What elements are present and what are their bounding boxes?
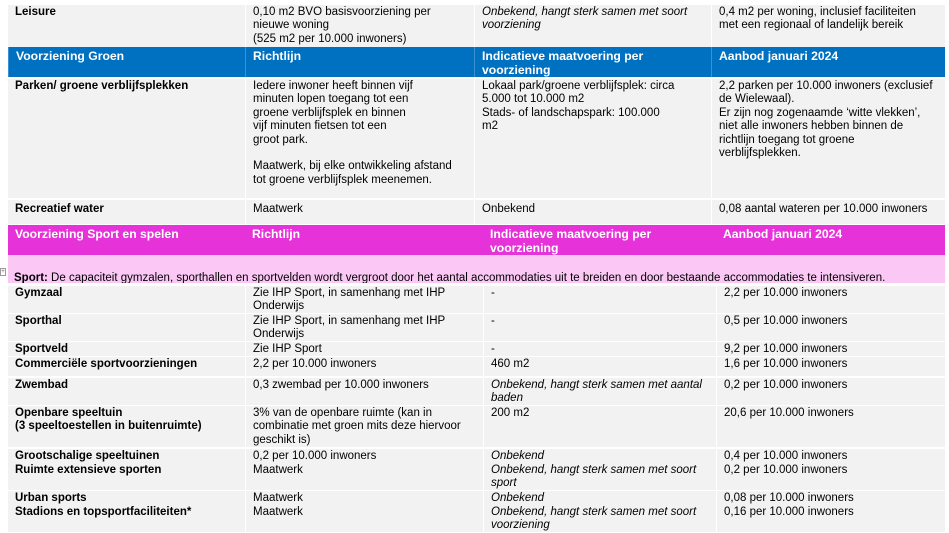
row-label: Zwembad	[15, 379, 69, 391]
table-row	[8, 505, 945, 532]
row-guideline: 0,10 m2 BVO basisvoorziening per nieuwe woning (525 m2 per 10.000 inwoners)	[245, 5, 474, 47]
row-supply: 20,6 per 10.000 inwoners	[716, 406, 945, 447]
row-measurement: Onbekend	[483, 449, 716, 463]
table-row	[8, 491, 945, 505]
row-measurement: Onbekend	[483, 491, 716, 505]
table-row	[8, 314, 945, 341]
row-label: Openbare speeltuin (3 speeltoestellen in buitenruimte)	[15, 407, 202, 433]
row-guideline: Zie IHP Sport, in samenhang met IHP Onderwijs	[245, 314, 474, 341]
row-guideline: 3% van de openbare ruimte (kan in combinatie met groen mits deze hiervoor geschikt is)	[245, 406, 474, 447]
section-header-groen	[8, 47, 945, 77]
row-supply: 0,4 per 10.000 inwoners	[716, 449, 945, 463]
row-supply: 0,16 per 10.000 inwoners	[716, 505, 945, 532]
row-label: Urban sports	[15, 492, 87, 504]
row-label: Commerciële sportvoorzieningen	[15, 358, 198, 370]
table-row	[8, 5, 945, 47]
row-measurement: 200 m2	[483, 406, 716, 447]
row-supply: 1,6 per 10.000 inwoners	[716, 357, 945, 376]
row-supply: 0,08 per 10.000 inwoners	[716, 491, 945, 505]
row-measurement: Onbekend, hangt sterk samen met soort voorziening	[474, 5, 711, 47]
row-measurement: Onbekend, hangt sterk samen met aantal baden	[483, 378, 716, 405]
row-guideline: Zie IHP Sport	[245, 342, 474, 356]
row-guideline: 0,3 zwembad per 10.000 inwoners	[245, 378, 474, 405]
row-supply: 2,2 per 10.000 inwoners	[716, 286, 945, 313]
row-guideline: Maatwerk	[245, 491, 474, 505]
row-guideline: 2,2 per 10.000 inwoners	[245, 357, 474, 376]
row-label: Leisure	[15, 6, 56, 18]
sport-note-body: De capaciteit gymzalen, sporthallen en sportvelden wordt vergroot door het aantal accommodaties uit te breiden en door bestaande accommodaties te intensiveren.	[47, 272, 886, 283]
row-supply: 0,5 per 10.000 inwoners	[716, 314, 945, 341]
row-label: Gymzaal	[15, 287, 63, 299]
row-guideline: Maatwerk	[245, 505, 474, 532]
table-row	[8, 200, 945, 224]
table-row	[8, 357, 945, 376]
header-cell: Richtlijn	[245, 47, 474, 77]
row-guideline: Maatwerk	[245, 200, 474, 224]
table-row	[8, 406, 945, 447]
row-measurement: Onbekend	[474, 200, 711, 224]
row-measurement: Lokaal park/groene verblijfsplek: circa 5.000 tot 10.000 m2 Stads- of landschapspark: 100.000 m2	[474, 79, 711, 198]
row-supply: 0,08 aantal wateren per 10.000 inwoners	[711, 200, 945, 224]
sport-note-label: Sport:	[14, 272, 48, 283]
table-row	[8, 378, 945, 405]
row-measurement: -	[483, 314, 716, 341]
row-supply: 2,2 parken per 10.000 inwoners (exclusief de Wielewaal). Er zijn nog zogenaamde ‘witte vlekken’, niet alle inwoners hebben binnen de richtlijn toegang tot groene verblijfsplekken.	[711, 79, 945, 198]
row-measurement: -	[483, 286, 716, 313]
row-measurement: 460 m2	[483, 357, 716, 376]
table-anchor-icon[interactable]: +	[1, 269, 5, 275]
row-guideline: 0,2 per 10.000 inwoners	[245, 449, 474, 463]
header-cell: Richtlijn	[252, 227, 301, 241]
header-cell: Aanbod januari 2024	[723, 227, 843, 241]
header-cell: Aanbod januari 2024	[711, 47, 945, 77]
section-header-sport	[8, 225, 945, 255]
row-label: Sportveld	[15, 343, 69, 355]
table-row	[8, 449, 945, 463]
row-measurement: -	[483, 342, 716, 356]
row-label: Recreatief water	[15, 203, 104, 215]
row-supply: 0,2 per 10.000 inwoners	[716, 463, 945, 490]
header-cell: Indicatieve maatvoering per voorziening	[474, 47, 711, 77]
row-guideline: Iedere inwoner heeft binnen vijf minuten lopen toegang tot een groene verblijfsplek en binnen vijf minuten fietsen tot een groot park. Maatwerk, bij elke ontwikkeling afstand tot groene verblijfsplek meenemen.	[245, 79, 474, 198]
row-label: Parken/ groene verblijfsplekken	[15, 80, 189, 92]
row-measurement: Onbekend, hangt sterk samen met soort voorziening	[483, 505, 716, 532]
row-measurement: Onbekend, hangt sterk samen met soort sport	[483, 463, 716, 490]
row-supply: 0,2 per 10.000 inwoners	[716, 378, 945, 405]
header-cell: Voorziening Groen	[8, 47, 245, 77]
header-cell: Voorziening Sport en spelen	[15, 227, 179, 241]
sport-note-text	[8, 255, 945, 283]
row-supply: 0,4 m2 per woning, inclusief faciliteiten met een regionaal of landelijk bereik	[711, 5, 945, 47]
table-row	[8, 79, 945, 198]
table-row	[8, 463, 945, 490]
sport-note	[8, 255, 945, 283]
row-supply: 9,2 per 10.000 inwoners	[716, 342, 945, 356]
table-row	[8, 342, 945, 356]
header-cell: Indicatieve maatvoering per voorziening	[490, 227, 652, 255]
row-guideline: Maatwerk	[245, 463, 474, 490]
row-label: Ruimte extensieve sporten	[15, 464, 162, 476]
table-row	[8, 286, 945, 313]
row-label: Stadions en topsportfaciliteiten*	[15, 506, 192, 518]
row-label: Grootschalige speeltuinen	[15, 450, 160, 462]
row-label: Sporthal	[15, 315, 62, 327]
row-guideline: Zie IHP Sport, in samenhang met IHP Onderwijs	[245, 286, 474, 313]
